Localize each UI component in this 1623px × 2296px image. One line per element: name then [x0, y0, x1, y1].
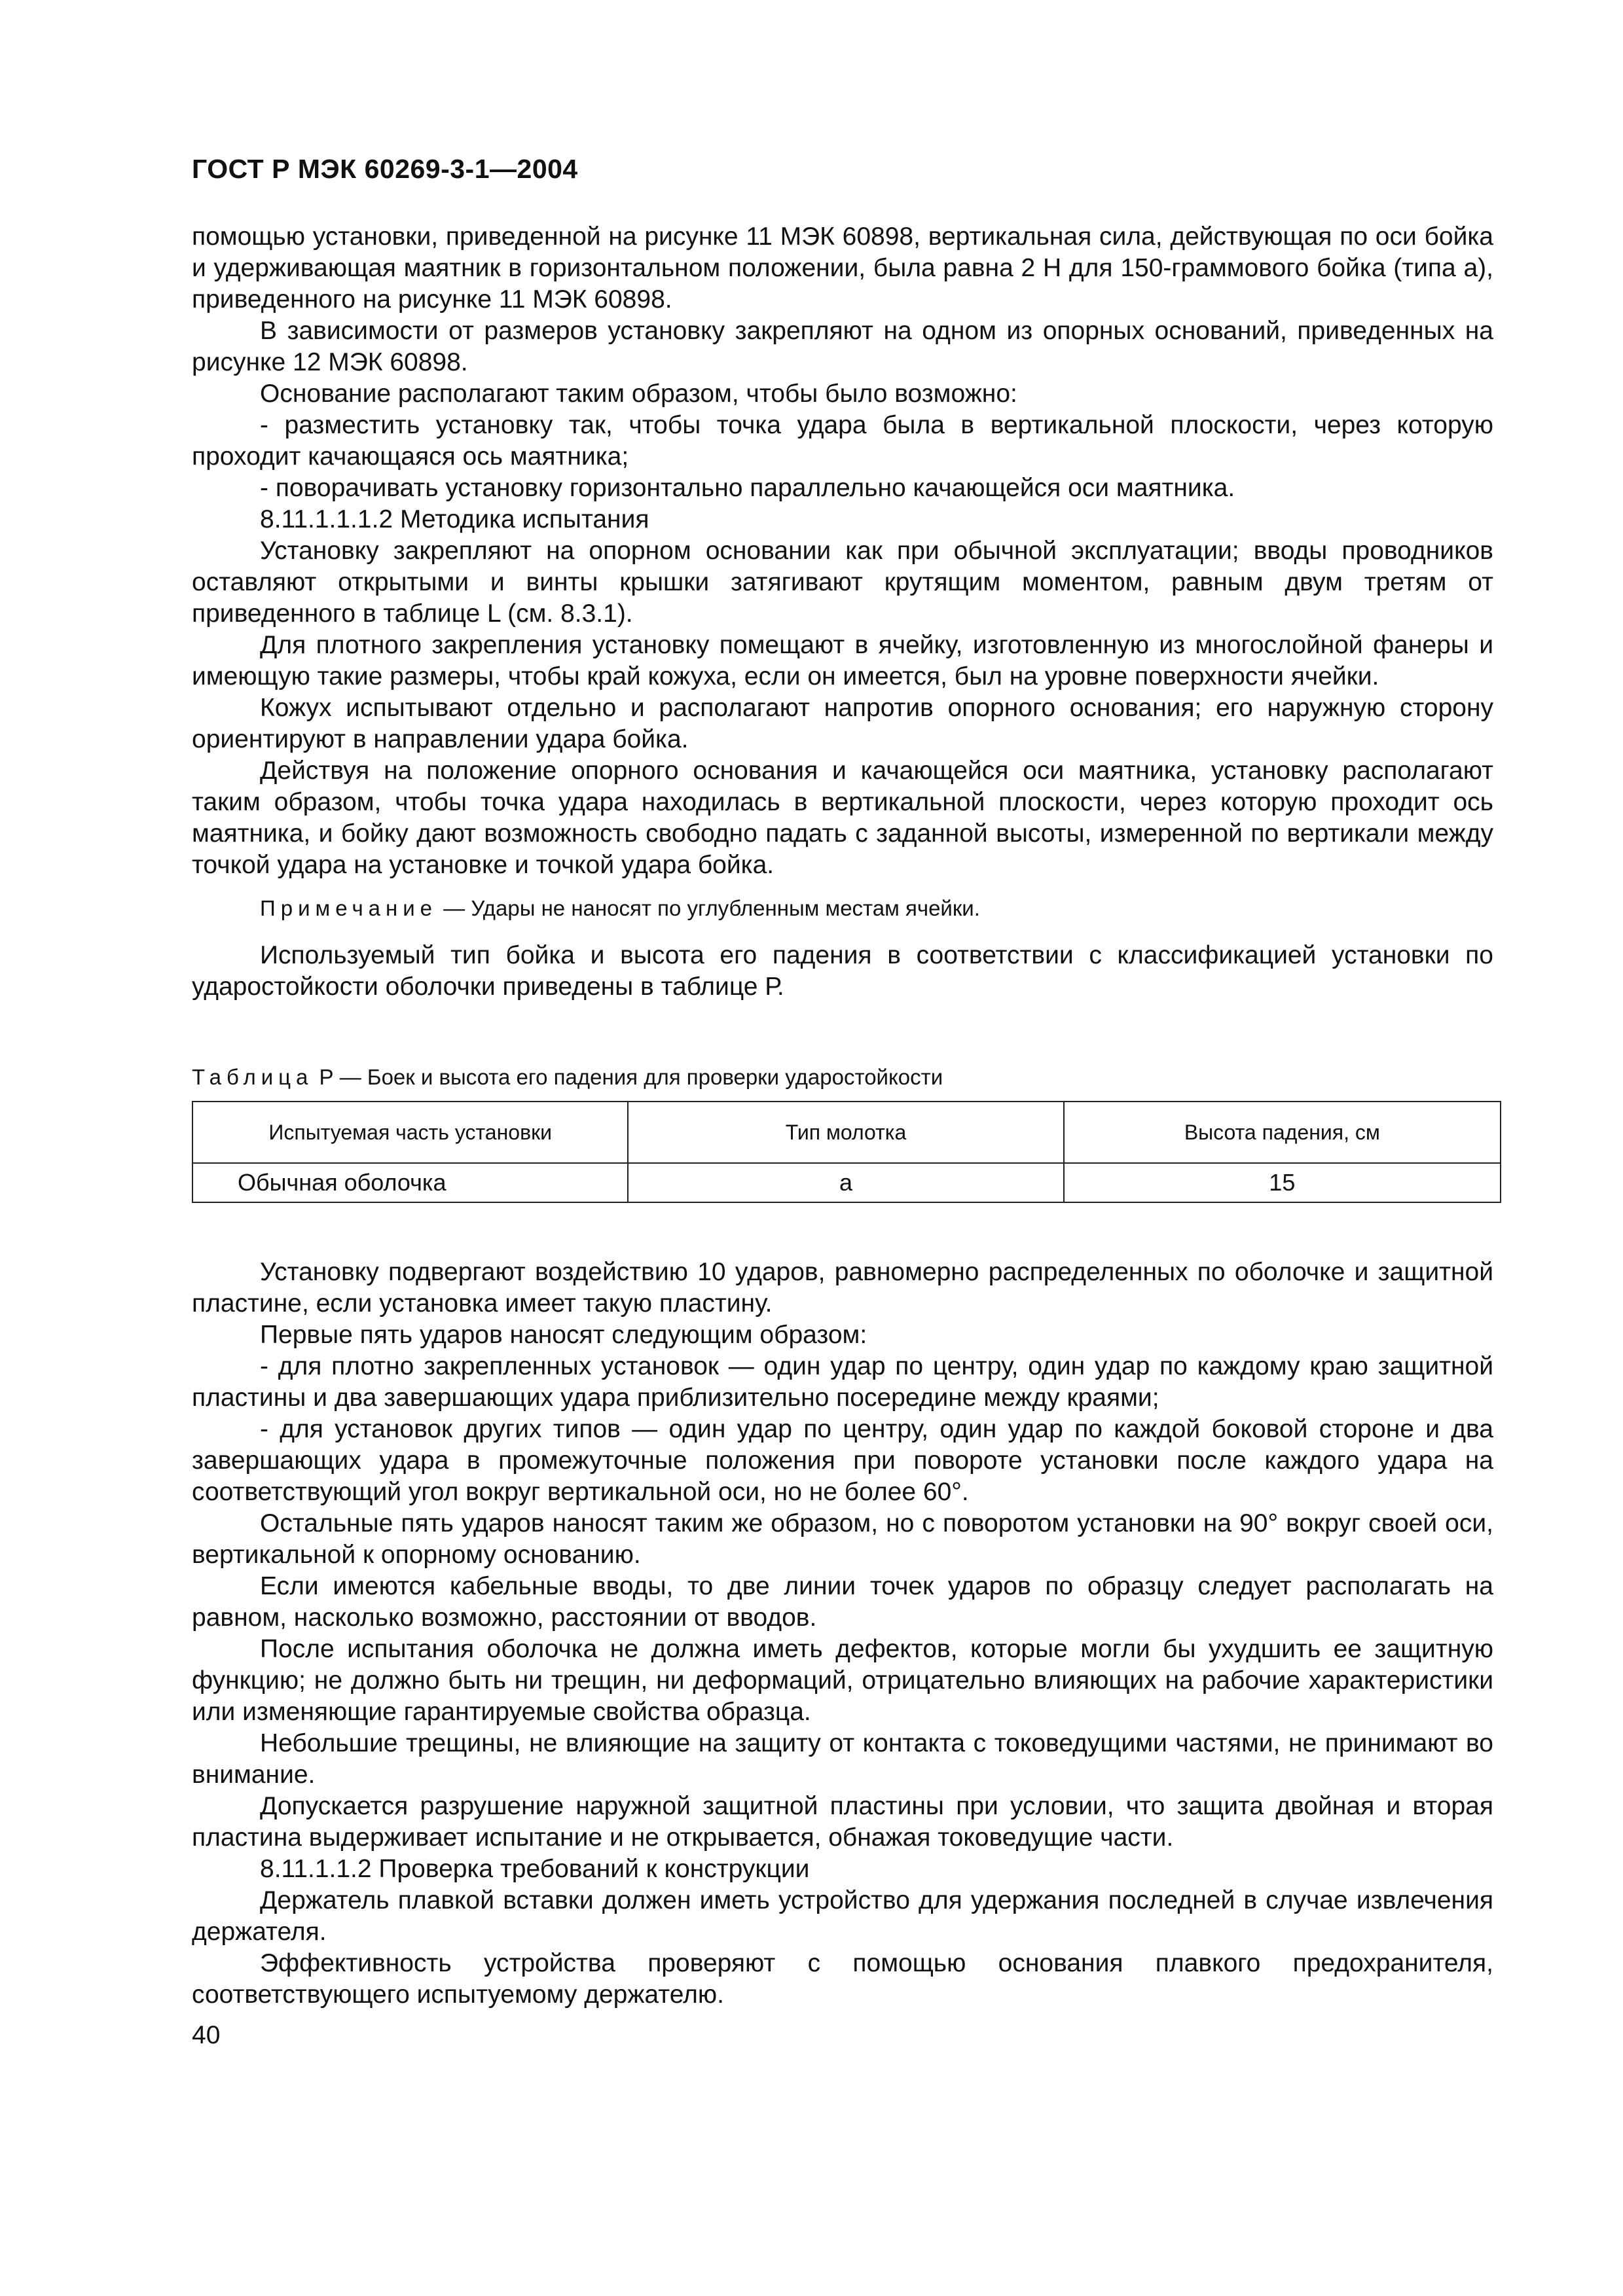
paragraph: Остальные пять ударов наносят таким же образом, но с поворотом установки на 90° вокруг своей оси, вертикальной к опорному основанию.	[192, 1509, 1493, 1569]
table-header-cell: Испытуемая часть установки	[192, 1102, 628, 1163]
list-item: - для установок других типов — один удар по центру, один удар по каждой боковой стороне и два завершающих удара в промежуточные положения при повороте установки после каждого удара на соответствующий угол вокруг вертикальной оси, но не более 60°.	[192, 1415, 1493, 1506]
table-caption-text: Р — Боек и высота его падения для проверки ударостойкости	[313, 1065, 943, 1089]
spacer	[192, 1203, 1493, 1257]
paragraph: Используемый тип бойка и высота его падения в соответствии с классификацией установки по ударостойкости оболочки приведены в таблице Р.	[192, 941, 1493, 1001]
paragraph: Держатель плавкой вставки должен иметь устройство для удержания последней в случае извлечения держателя.	[192, 1886, 1493, 1946]
section-heading: 8.11.1.1.1.2 Методика испытания	[260, 505, 649, 533]
paragraph: Небольшие трещины, не влияющие на защиту от контакта с токоведущими частями, не принимают во внимание.	[192, 1729, 1493, 1789]
table-cell: a	[628, 1163, 1063, 1202]
impact-table	[192, 1101, 1501, 1203]
paragraph: Если имеются кабельные вводы, то две линии точек ударов по образцу следует располагать на равном, насколько возможно, расстоянии от вводов.	[192, 1572, 1493, 1632]
list-item: - поворачивать установку горизонтально параллельно качающейся оси маятника.	[260, 474, 1235, 502]
paragraph: После испытания оболочка не должна иметь дефектов, которые могли бы ухудшить ее защитную функцию; не должно быть ни трещин, ни деформаций, отрицательно влияющих на рабочие характеристики или изменяющие гарантируемые свойства образца.	[192, 1635, 1493, 1726]
list-item: - для плотно закрепленных установок — один удар по центру, один удар по каждому краю защитной пластины и два завершающих удара приблизительно посередине между краями;	[192, 1352, 1493, 1412]
paragraph: Действуя на положение опорного основания и качающейся оси маятника, установку располагают таким образом, чтобы точка удара находилась в вертикальной плоскости, через которую проходит ось маятника, и бойку дают возможность свободно падать с заданной высоты, измеренной по вертикали между точкой удара на установке и точкой удара бойка.	[192, 757, 1493, 879]
table-cell: Обычная оболочка	[192, 1163, 628, 1202]
page-number: 40	[192, 2021, 221, 2049]
paragraph: Первые пять ударов наносят следующим образом:	[260, 1321, 867, 1349]
note-text: — Удары не наносят по углубленным местам ячейки.	[437, 896, 980, 920]
table-caption-label: Таблица	[192, 1065, 314, 1089]
body-text-bottom	[192, 1257, 1493, 2011]
table-cell: 15	[1064, 1163, 1501, 1202]
paragraph: Эффективность устройства проверяют с помощью основания плавкого предохранителя, соответствующего испытуемому держателю.	[192, 1949, 1493, 2009]
paragraph: Установку подвергают воздействию 10 ударов, равномерно распределенных по оболочке и защитной пластине, если установка имеет такую пластину.	[192, 1258, 1493, 1318]
body-text-top	[192, 221, 1493, 881]
list-item: - разместить установку так, чтобы точка удара была в вертикальной плоскости, через которую проходит качающаяся ось маятника;	[192, 411, 1493, 471]
document-page	[192, 149, 1493, 2051]
paragraph: Допускается разрушение наружной защитной пластины при условии, что защита двойная и вторая пластина выдерживает испытание и не открывается, обнажая токоведущие части.	[192, 1792, 1493, 1852]
spacer	[192, 1003, 1493, 1063]
table-row	[192, 1163, 1501, 1202]
section-heading: 8.11.1.1.2 Проверка требований к конструкции	[260, 1855, 810, 1883]
body-text-middle	[192, 940, 1493, 1003]
paragraph: В зависимости от размеров установку закрепляют на одном из опорных оснований, приведенных на рисунке 12 МЭК 60898.	[192, 317, 1493, 376]
paragraph: помощью установки, приведенной на рисунке 11 МЭК 60898, вертикальная сила, действующая по оси бойка и удерживающая маятник в горизонтальном положении, была равна 2 Н для 150-граммового бойка (типа а), приведенного на рисунке 11 МЭК 60898.	[192, 223, 1493, 314]
table-header-cell: Тип молотка	[628, 1102, 1063, 1163]
table-header-cell: Высота падения, см	[1064, 1102, 1501, 1163]
paragraph: Основание располагают таким образом, чтобы было возможно:	[260, 380, 1017, 408]
standard-header: ГОСТ Р МЭК 60269-3-1—2004	[192, 154, 578, 184]
table-header-row	[192, 1102, 1501, 1163]
paragraph: Установку закрепляют на опорном основании как при обычной эксплуатации; вводы проводников оставляют открытыми и винты крышки затягивают крутящим моментом, равным двум третям от приведенного в таблице L (см. 8.3.1).	[192, 537, 1493, 628]
table-caption	[192, 1063, 1493, 1092]
paragraph: Кожух испытывают отдельно и располагают напротив опорного основания; его наружную сторону ориентируют в направлении удара бойка.	[192, 694, 1493, 753]
note-label: Примечание	[260, 896, 438, 920]
note	[192, 893, 1493, 924]
paragraph: Для плотного закрепления установку помещают в ячейку, изготовленную из многослойной фанеры и имеющую такие размеры, чтобы край кожуха, если он имеется, был на уровне поверхности ячейки.	[192, 631, 1493, 691]
